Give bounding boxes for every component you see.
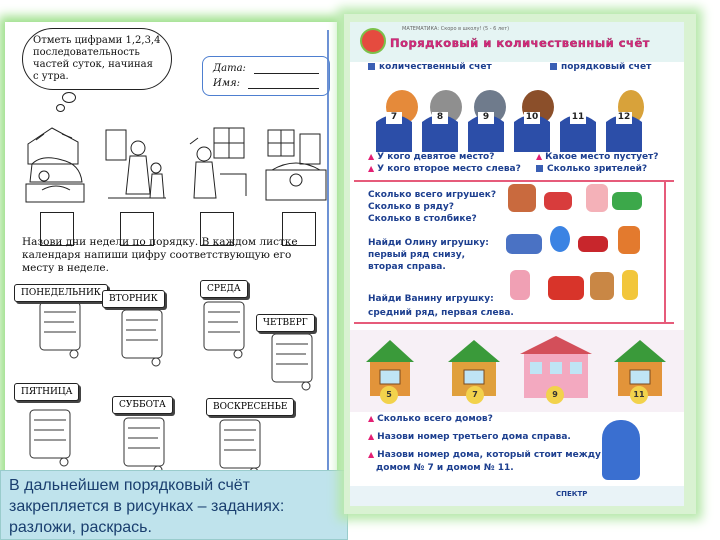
picture-night — [22, 124, 88, 206]
house-number-2: 7 — [466, 386, 484, 404]
toys-question-7: Найди Ванину игрушку: — [368, 294, 494, 304]
name-label: Имя: — [213, 78, 241, 89]
publisher-logo: СПЕКТР — [556, 490, 588, 498]
label-ordinal-text: порядковый счет — [561, 62, 652, 72]
triangle-bullet-icon: ▲ — [368, 414, 375, 423]
houses-question-2 — [368, 432, 571, 442]
triangle-bullet-icon: ▲ — [368, 432, 375, 441]
red-car-icon — [578, 236, 608, 252]
slide-caption: В дальнейшем порядковый счёт закрепляется в рисунках – заданиях: разложи, раскрась. — [0, 470, 348, 540]
toys-question-1: Сколько всего игрушек? — [368, 190, 497, 200]
toys-question-2: Сколько в ряду? — [368, 202, 455, 212]
doll-2-icon — [510, 270, 530, 300]
day-tuesday: ВТОРНИК — [102, 290, 165, 308]
poster-footer — [350, 486, 684, 506]
triangle-bullet-icon: ▲ — [368, 164, 375, 173]
square-bullet-icon — [536, 165, 543, 172]
chair-number-5: 11 — [571, 112, 585, 122]
toys-question-5: первый ряд снизу, — [368, 250, 466, 260]
toys-question-3: Сколько в столбике? — [368, 214, 477, 224]
square-bullet-icon — [368, 63, 375, 70]
question-spectators-text: Сколько зрителей? — [547, 164, 648, 174]
question-empty-place-text: Какое место пустует? — [545, 152, 659, 162]
houses-question-2-text: Назови номер третьего дома справа. — [377, 432, 571, 442]
girl-doll-icon — [602, 420, 640, 480]
triangle-bullet-icon: ▲ — [536, 152, 543, 161]
pyramid-toy-icon — [622, 270, 638, 300]
toy-car-icon — [544, 192, 572, 210]
dump-truck-icon — [548, 276, 584, 300]
houses-question-3-text: Назови номер дома, который стоит между — [377, 450, 601, 460]
picture-day — [184, 124, 250, 206]
poster-title: Порядковый и количественный счёт — [390, 36, 650, 50]
chair-number-1: 7 — [386, 112, 402, 124]
rocking-horse-icon — [508, 184, 536, 212]
toys-divider-top — [354, 180, 674, 182]
label-quantitative — [368, 62, 492, 72]
calendar-scroll-6[interactable] — [118, 414, 170, 476]
day-sunday: ВОСКРЕСЕНЬЕ — [206, 398, 294, 416]
poster-subtitle: МАТЕМАТИКА: Скоро в школу! (5 - 6 лет) — [402, 26, 510, 32]
toys-question-4: Найди Олину игрушку: — [368, 238, 489, 248]
instruction-cloud: Отметь цифрами 1,2,3,4 последовательность частей суток, начиная с утра. — [22, 28, 172, 90]
question-second-left — [368, 164, 521, 174]
day-thursday: ЧЕТВЕРГ — [256, 314, 315, 332]
calendar-scroll-2[interactable] — [116, 306, 168, 368]
doll-icon — [586, 184, 608, 212]
calendar-scroll-1[interactable] — [34, 298, 86, 360]
house-number-3: 9 — [546, 386, 564, 404]
math-poster — [350, 22, 684, 506]
question-empty-place — [536, 152, 659, 162]
day-saturday: СУББОТА — [112, 396, 173, 414]
house-number-4: 11 — [630, 386, 648, 404]
toy-truck-icon — [612, 192, 642, 210]
day-wednesday: СРЕДА — [200, 280, 248, 298]
airplane-icon — [506, 234, 542, 254]
houses-question-1-text: Сколько всего домов? — [377, 414, 493, 424]
strawberry-logo-icon — [360, 28, 386, 54]
clown-icon — [618, 226, 640, 254]
toys-question-8: средний ряд, первая слева. — [368, 308, 514, 318]
chair-number-4: 10 — [525, 112, 539, 122]
name-line — [248, 78, 319, 89]
date-line — [254, 63, 319, 74]
label-ordinal — [550, 62, 651, 72]
houses-question-3 — [368, 450, 601, 460]
date-label: Дата: — [213, 63, 246, 74]
calendar-scroll-7[interactable] — [214, 416, 266, 478]
toys-question-6: вторая справа. — [368, 262, 446, 272]
chair-number-3: 9 — [478, 112, 494, 124]
square-bullet-icon — [550, 63, 557, 70]
teddy-bear-icon — [590, 272, 614, 300]
calendar-scroll-3[interactable] — [198, 298, 250, 360]
picture-morning — [102, 124, 168, 206]
toys-vertical-arrow — [664, 182, 666, 322]
balloon-icon — [550, 226, 570, 252]
houses-question-1 — [368, 414, 493, 424]
question-ninth-place-text: У кого девятое место? — [377, 152, 495, 162]
cloud-tail-1 — [62, 92, 76, 103]
cloud-tail-2 — [56, 104, 65, 112]
day-friday: ПЯТНИЦА — [14, 383, 79, 401]
question-spectators — [536, 164, 647, 174]
label-quantitative-text: количественный счет — [379, 62, 492, 72]
triangle-bullet-icon: ▲ — [368, 450, 375, 459]
picture-evening — [262, 124, 328, 206]
question-ninth-place — [368, 152, 494, 162]
day-monday: ПОНЕДЕЛЬНИК — [14, 284, 108, 302]
question-second-left-text: У кого второе место слева? — [377, 164, 521, 174]
chair-number-6: 12 — [617, 112, 631, 122]
chair-number-2: 8 — [432, 112, 448, 124]
toys-divider-bottom — [354, 322, 674, 324]
days-instruction: Назови дни недели по порядку. В каждом листке календаря напиши цифру соответствующую его месту в неделе. — [22, 236, 298, 274]
house-number-1: 5 — [380, 386, 398, 404]
page-border-line — [327, 30, 329, 500]
houses-question-4: домом № 7 и домом № 11. — [376, 463, 514, 473]
date-name-box — [202, 56, 330, 96]
calendar-scroll-4[interactable] — [266, 330, 318, 392]
calendar-scroll-5[interactable] — [24, 406, 76, 468]
poster-header — [350, 22, 684, 62]
triangle-bullet-icon: ▲ — [368, 152, 375, 161]
